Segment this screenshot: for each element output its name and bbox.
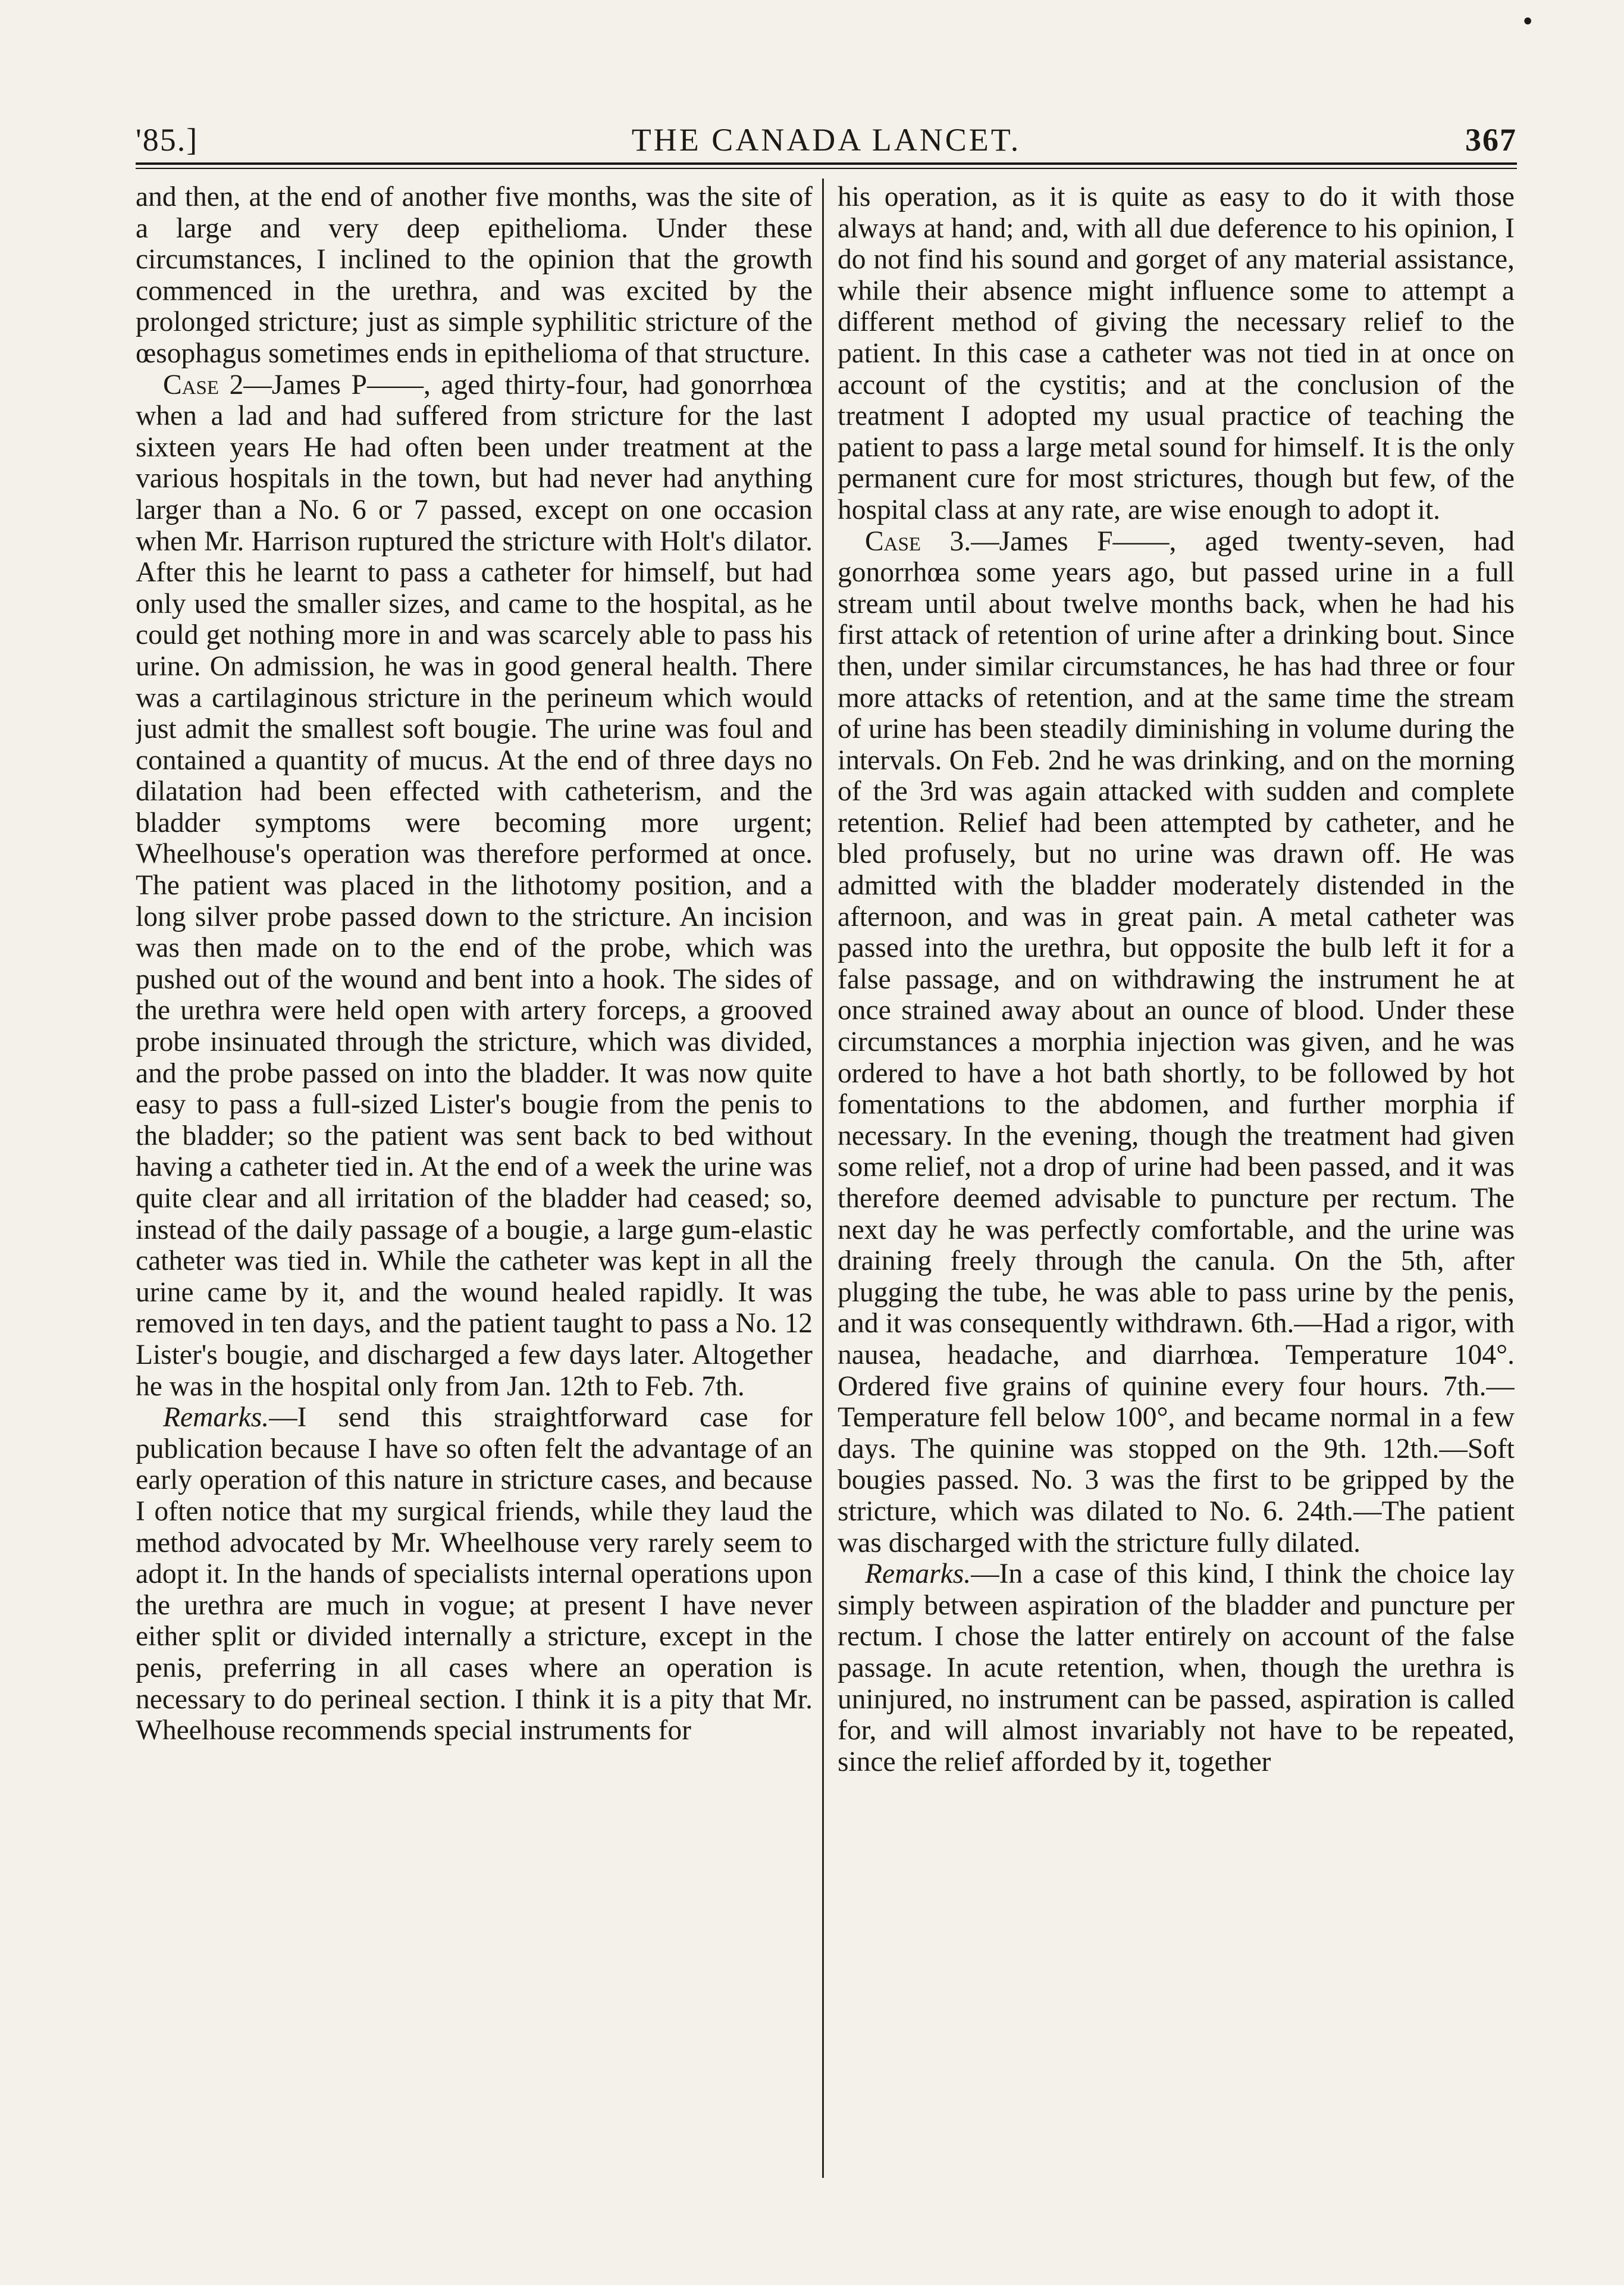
right-column — [838, 181, 1515, 2193]
header-year: '85.] — [136, 122, 199, 158]
left-column — [136, 181, 813, 2193]
running-header — [136, 119, 1517, 161]
case-label: Case 2 — [163, 369, 244, 400]
paragraph-remarks: Remarks.—In a case of this kind, I think the choice lay simply between aspiration of the bladder and puncture per rectum. I chose the latter entirely on account of the false passage. In acute retention, when, though the urethra is uninjured, no instrument can be passed, aspiration is called for, and will almost invariably not have to be repeated, since the relief afforded by it, together — [838, 1558, 1515, 1777]
paragraph-case-2: Case 2—James P——, aged thirty-four, had gonorrhœa when a lad and had suffered from stricture for the last sixteen years He had often been under treatment at the various hospitals in the town, but had never had anything larger than a No. 6 or 7 passed, except on one occasion when Mr. Harrison ruptured the stricture with Holt's dilator. After this he learnt to pass a catheter for himself, but had only used the smaller sizes, and came to the hospital, as he could get nothing more in and was scarcely able to pass his urine. On admission, he was in good general health. There was a cartilaginous stricture in the perineum which would just admit the smallest soft bougie. The urine was foul and contained a quantity of mucus. At the end of three days no dilatation had been effected with catheterism, and the bladder symptoms were becoming more urgent; Wheelhouse's operation was therefore performed at once. The patient was placed in the lithotomy position, and a long silver probe passed down to the stricture. An incision was then made on to the end of the probe, which was pushed out of the wound and bent into a hook. The sides of the urethra were held open with artery forceps, a grooved probe insinuated through the stricture, which was divided, and the probe passed on into the bladder. It was now quite easy to pass a full-sized Lister's bougie from the penis to the bladder; so the patient was sent back to bed without having a catheter tied in. At the end of a week the urine was quite clear and all irritation of the bladder had ceased; so, instead of the daily passage of a bougie, a large gum-elastic catheter was tied in. While the catheter was kept in all the urine came by it, and the wound healed rapidly. It was removed in ten days, and the patient taught to pass a No. 12 Lister's bougie, and discharged a few days later. Altogether he was in the hospital only from Jan. 12th to Feb. 7th. — [136, 369, 813, 1402]
case-label: Case 3 — [865, 525, 964, 557]
paragraph-remarks: Remarks.—I send this straightforward case for publication because I have so often felt the advantage of an early operation of this nature in stricture cases, and because I often notice that my surgical friends, while they laud the method advocated by Mr. Wheelhouse very rarely seem to adopt it. In the hands of specialists internal operations upon the urethra are much in vogue; at present I have never either split or divided internally a stricture, except in the penis, preferring in all cases where an operation is necessary to do perineal section. I think it is a pity that Mr. Wheelhouse recommends special instruments for — [136, 1402, 813, 1746]
corner-mark: • — [1520, 8, 1535, 36]
page-number: 367 — [1465, 122, 1517, 158]
paragraph: his operation, as it is quite as easy to do it with those always at hand; and, with all due deference to his opinion, I do not find his sound and gorget of any material assistance, while their absence might influence some to attempt a different method of giving the necessary relief to the patient. In this case a catheter was not tied in at once on account of the cystitis; and at the conclusion of the treatment I adopted my usual practice of teaching the patient to pass a large metal sound for himself. It is the only permanent cure for most strictures, though but few, of the hospital class at any rate, are wise enough to adopt it. — [838, 181, 1515, 525]
header-rule-thin — [136, 168, 1517, 169]
column-divider — [822, 179, 824, 2178]
paragraph: and then, at the end of another five months, was the site of a large and very deep epithelioma. Under these circumstances, I inclined to the opinion that the growth commenced in the urethra, and was excited by the prolonged stricture; just as simple syphilitic stricture of the œsophagus sometimes ends in epithelioma of that structure. — [136, 181, 813, 369]
journal-title: THE CANADA LANCET. — [631, 122, 1021, 158]
remarks-label: Remarks. — [865, 1558, 971, 1590]
paragraph-case-3: Case 3.—James F——, aged twenty-seven, had gonorrhœa some years ago, but passed urine in a full stream until about twelve months back, when he had his first attack of retention of urine after a drinking bout. Since then, under similar circumstances, he has had three or four more attacks of retention, and at the same time the stream of urine has been steadily diminishing in volume during the intervals. On Feb. 2nd he was drinking, and on the morning of the 3rd was again attacked with sudden and complete retention. Relief had been attempted by catheter, and he bled profusely, but no urine was drawn off. He was admitted with the bladder moderately distended in the afternoon, and was in great pain. A metal catheter was passed into the urethra, but opposite the bulb left it for a false passage, and on withdrawing the instrument he at once strained away about an ounce of blood. Under these circumstances a morphia injection was given, and he was ordered to have a hot bath shortly, to be followed by hot fomentations to the abdomen, and further morphia if necessary. In the evening, though the treatment had given some relief, not a drop of urine had been passed, and it was therefore deemed advisable to puncture per rectum. The next day he was perfectly comfortable, and the urine was draining freely through the canula. On the 5th, after plugging the tube, he was able to pass urine by the penis, and it was consequently withdrawn. 6th.—Had a rigor, with nausea, headache, and diarrhœa. Temperature 104°. Ordered five grains of quinine every four hours. 7th.—Temperature fell below 100°, and became normal in a few days. The quinine was stopped on the 9th. 12th.—Soft bougies passed. No. 3 was the first to be gripped by the stricture, which was dilated to No. 6. 24th.—The patient was discharged with the stricture fully dilated. — [838, 525, 1515, 1558]
header-rule-thick — [136, 162, 1517, 165]
remarks-label: Remarks. — [163, 1402, 269, 1433]
